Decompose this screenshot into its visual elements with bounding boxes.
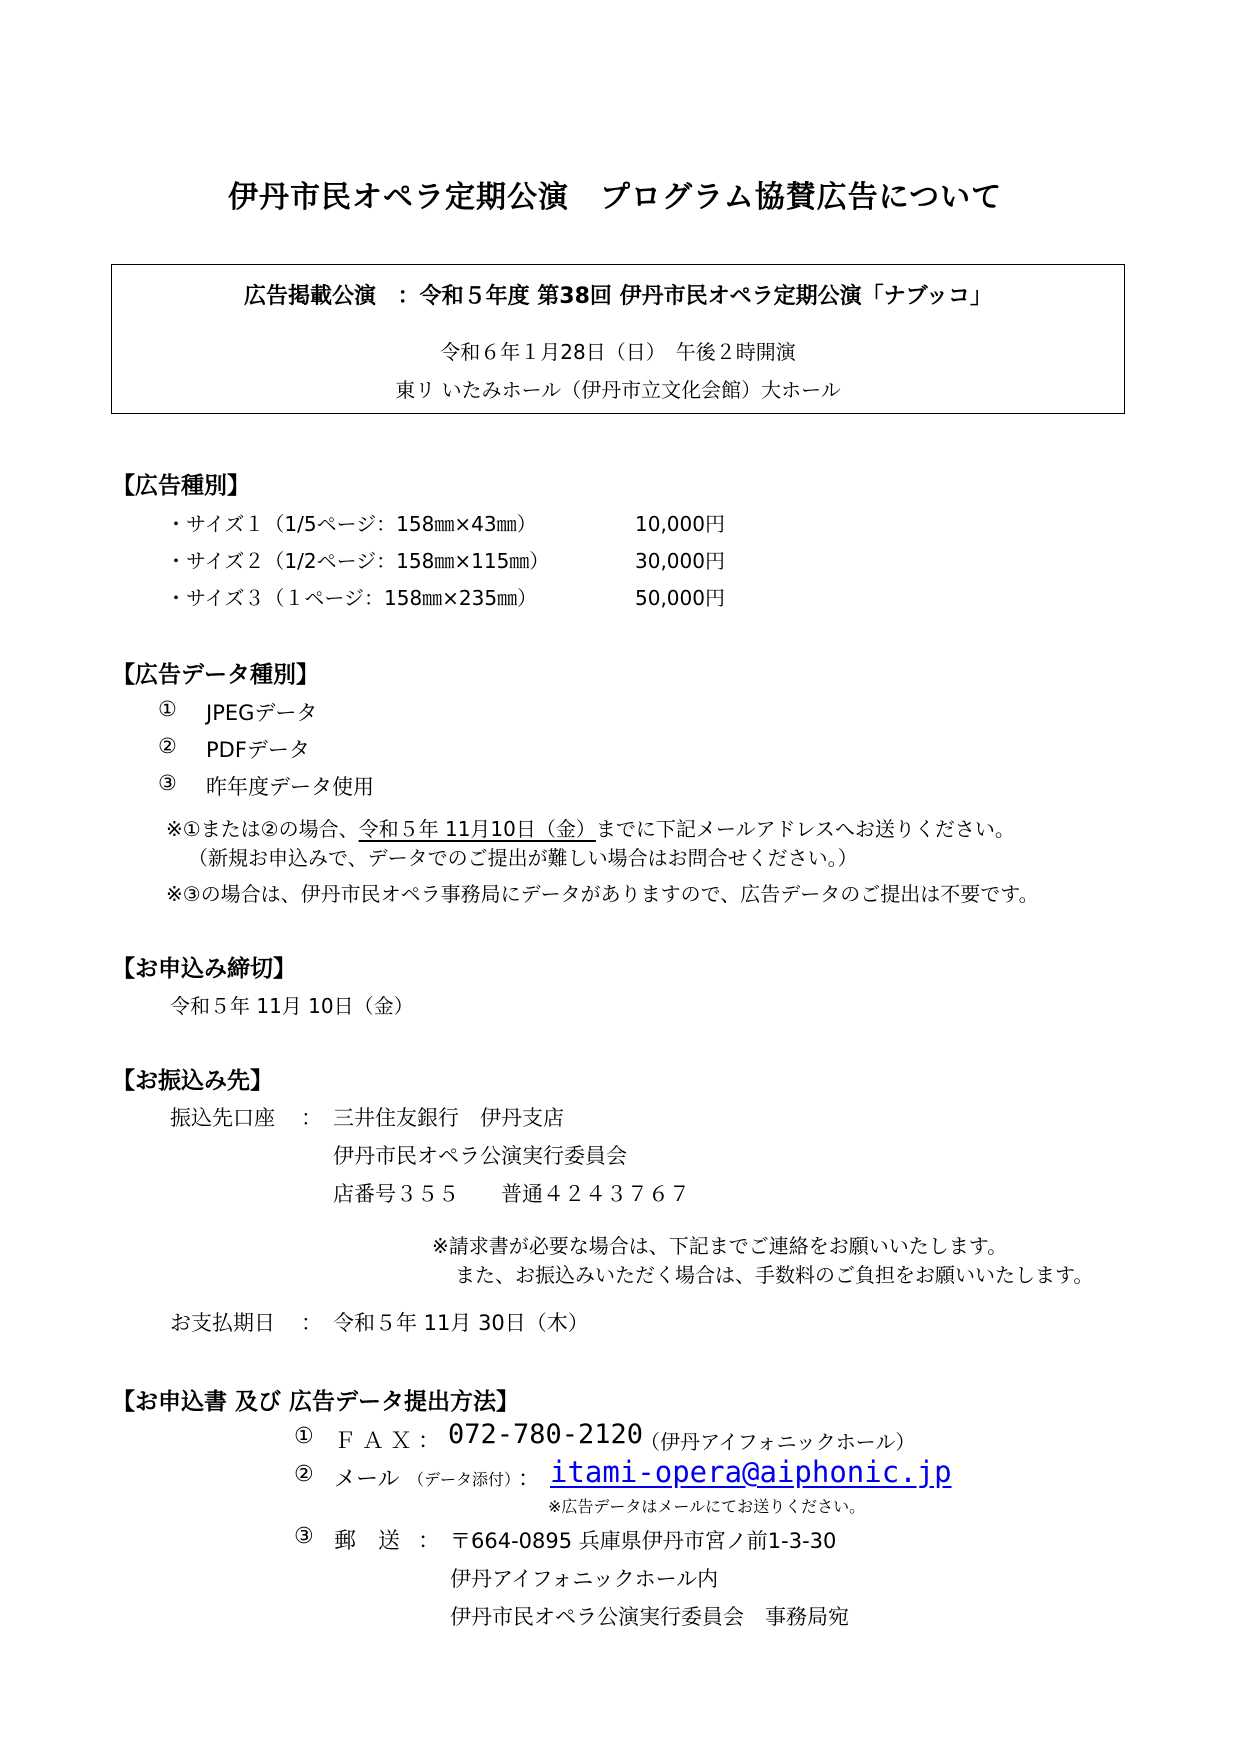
event-label: 広告掲載公演 — [243, 284, 376, 309]
ad-size-3-label: ・サイズ３（１ページ：158㎜×235㎜） — [166, 586, 538, 610]
mail-sub-label: （データ添付） — [408, 1470, 521, 1489]
page-title: 伊丹市民オペラ定期公演 プログラム協賛広告について — [228, 180, 1003, 215]
post-line-2: 伊丹アイフォニックホール内 — [450, 1567, 719, 1591]
event-title-line — [112, 279, 1124, 310]
fax-note: （伊丹アイフォニックホール） — [640, 1430, 916, 1454]
ad-size-2-label: ・サイズ２（1/2ページ：158㎜×115㎜） — [166, 549, 550, 573]
payment-date: 令和５年 11月 30日（木） — [333, 1311, 589, 1335]
invoice-note-2: また、お振込みいただく場合は、手数料のご負担をお願いいたします。 — [455, 1263, 1094, 1287]
fax-colon: ： — [418, 1429, 441, 1454]
data-note-1-date: 令和５年 11月10日（金） — [358, 817, 596, 841]
data-note-1 — [166, 813, 1015, 842]
post-colon: ： — [418, 1529, 441, 1554]
data-note-1-pre: ※①または②の場合、 — [166, 817, 359, 841]
account-label: 振込先口座 — [170, 1106, 275, 1130]
event-name: 令和５年度 第38回 伊丹市民オペラ定期公演「ナブッコ」 — [419, 284, 993, 309]
account-holder: 伊丹市民オペラ公演実行委員会 — [333, 1144, 627, 1168]
payment-colon: ： — [301, 1311, 322, 1335]
transfer-heading: 【お振込み先】 — [112, 1068, 273, 1094]
deadline-heading: 【お申込み締切】 — [112, 956, 296, 982]
post-mark: ③ — [294, 1524, 314, 1549]
data-types-heading: 【広告データ種別】 — [112, 662, 319, 688]
ad-types-heading: 【広告種別】 — [112, 473, 250, 499]
ad-size-1-label: ・サイズ１（1/5ページ：158㎜×43㎜） — [166, 512, 537, 536]
ad-size-3-price: 50,000円 — [635, 586, 725, 610]
data-type-3-label: 昨年度データ使用 — [206, 775, 374, 799]
data-type-3-mark: ③ — [158, 771, 177, 795]
deadline-date: 令和５年 11月 10日（金） — [170, 994, 414, 1018]
post-address: 〒664-0895 兵庫県伊丹市宮ノ前1-3-30 — [450, 1529, 837, 1553]
fax-label: ＦＡＸ — [334, 1429, 419, 1454]
data-type-2-label: PDFデータ — [206, 738, 310, 762]
invoice-note-1: ※請求書が必要な場合は、下記までご連絡をお願いいたします。 — [432, 1234, 1008, 1258]
mail-label: メール — [334, 1467, 400, 1492]
data-type-1-label: JPEGデータ — [206, 701, 318, 725]
data-note-3: ※③の場合は、伊丹市民オペラ事務局にデータがありますので、広告データのご提出は不要です。 — [166, 882, 1039, 906]
data-note-1-post: までに下記メールアドレスへお送りください。 — [595, 817, 1015, 841]
ad-size-2-price: 30,000円 — [635, 549, 725, 573]
fax-mark: ① — [294, 1424, 314, 1449]
mail-colon: ： — [518, 1467, 541, 1492]
account-number: 店番号３５５ 普通４２４３７６７ — [333, 1182, 690, 1206]
mail-note: ※広告データはメールにてお送りください。 — [548, 1497, 866, 1516]
event-venue: 東リ いたみホール（伊丹市立文化会館）大ホール — [395, 378, 841, 402]
ad-size-1-price: 10,000円 — [635, 512, 725, 536]
event-info-box — [111, 264, 1125, 414]
fax-number: 072-780-2120 — [448, 1419, 644, 1450]
bank-name: 三井住友銀行 伊丹支店 — [333, 1106, 564, 1130]
event-separator: ： — [397, 284, 420, 309]
payment-label: お支払期日 — [170, 1311, 275, 1335]
data-note-2: （新規お申込みで、データでのご提出が難しい場合はお問合せください。） — [188, 846, 858, 870]
mail-address-link[interactable]: itami-opera@aiphonic.jp — [550, 1455, 952, 1489]
submission-heading: 【お申込書 及び 広告データ提出方法】 — [112, 1389, 520, 1415]
account-colon: ： — [301, 1106, 322, 1130]
post-line-3: 伊丹市民オペラ公演実行委員会 事務局宛 — [450, 1605, 849, 1629]
event-datetime: 令和６年１月28日（日） 午後２時開演 — [440, 340, 796, 364]
data-type-1-mark: ① — [158, 697, 177, 721]
data-type-2-mark: ② — [158, 734, 177, 758]
mail-mark: ② — [294, 1462, 314, 1487]
post-label: 郵 送 — [334, 1529, 401, 1554]
